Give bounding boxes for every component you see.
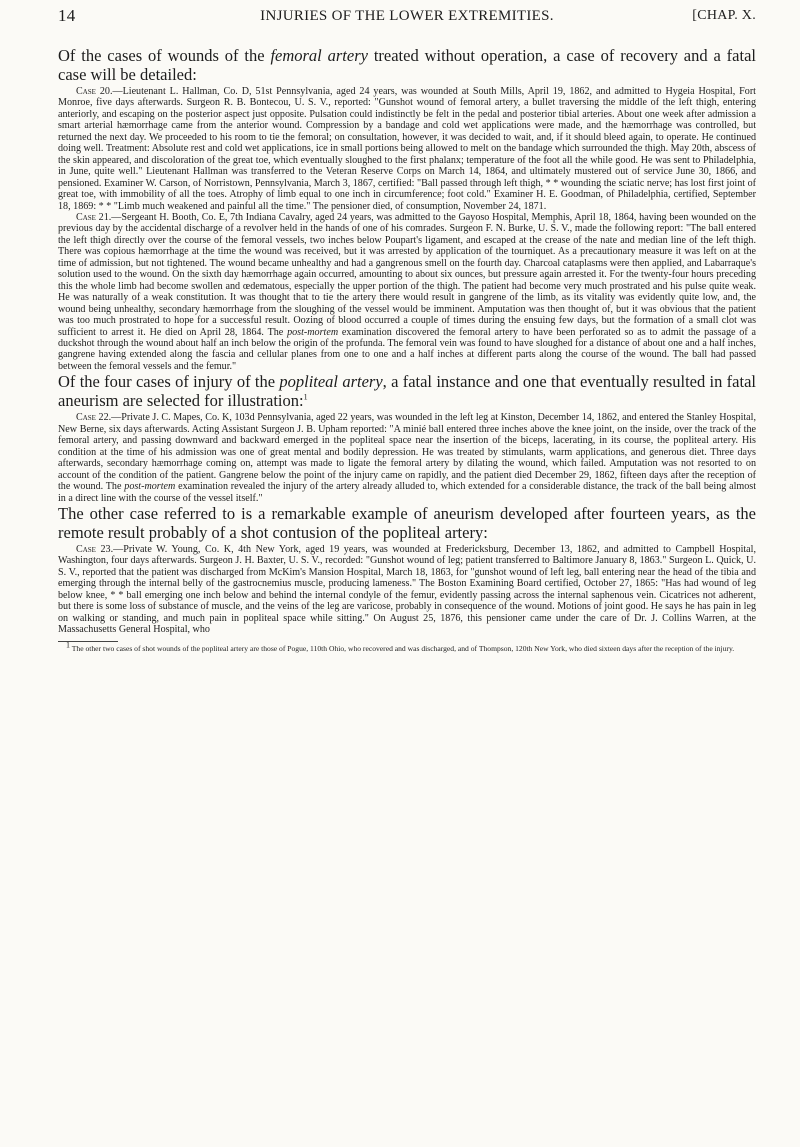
running-title: INJURIES OF THE LOWER EXTREMITIES. [260, 8, 554, 24]
case-label: Case 21. [76, 211, 112, 223]
intro-aneurism: The other case referred to is a remarkable example of aneurism developed after fourteen years, as the remote result probably of a shot contusion of the popliteal artery: [58, 503, 756, 542]
footnote-ref: 1 [303, 392, 308, 402]
case-22: Case 22.—Private J. C. Mapes, Co. K, 103d Pennsylvania, aged 22 years, was wounded in the left leg at Kinston, December 14, 1862, and entered the Stanley Hospital, New Berne, six days afterwards. Acting Assistant Surgeon J. B. Upham reported: "A minié ball entered three inches above the knee joint, on the inside, over the track of the femoral artery, and passing downward and backward emerged in the popliteal space near the insertion of the biceps, lacerating, in its course, the popliteal artery. His condition at the time of his admission was one of great mental and bodily depression. He was treated by stimulants, warm applications, and generous diet. Three days afterwards, secondary hæmorrhage coming on, attempt was made to ligate the femoral artery by dilating the wound, which failed. Amputation was not resorted to on account of the condition of the patient. Gangrene below the point of the injury came on rapidly, and the patient died December 29, 1862, fifteen days after the reception of the wound. The post-mortem examination revealed the injury of the artery already alluded to, which extended for a considerable distance, the track of the ball being almost in a direct line with the course of the vessel itself." [58, 412, 757, 504]
case-23: Case 23.—Private W. Young, Co. K, 4th New York, aged 19 years, was wounded at Fredericksburg, December 13, 1862, and admitted to Campbell Hospital, Washington, four days afterwards. Surgeon J. H. Baxter, U. S. V., recorded: "Gunshot wound of leg; patient transferred to Baltimore January 8, 1863." Surgeon L. Quick, U. S. V., reported that the patient was discharged from McKim's Mansion Hospital, March 18, 1863, for "gunshot wound of left leg, ball entering near the head of the tibia and emerging through the internal belly of the gastrocnemius muscle, producing lameness." The Boston Examining Board certified, October 27, 1865: "Has had wound of leg below knee, * * ball emerging one inch below and behind the internal condyle of the femur, evidently passing across the internal saphenous vein. Cicatrices not adherent, but there is some loss of substance of muscle, and the veins of the leg are varicose, probably in consequence of the wound. Motions of joint good. He says he has pain in leg on walking or standing, and much pain in popliteal space while sitting." On August 25, 1876, this pensioner came under the care of Dr. J. Collins Warren, at the Massachusetts General Hospital, who [58, 543, 756, 636]
intro-femoral-italic: femoral artery [270, 46, 368, 65]
footnote: $^1$ The other two cases of shot wounds of the popliteal artery are those of Pogue, 110th Ohio, who recovered and was discharged, and of Thompson, 120th New York, who died sixteen days after the reception of the injury. [66, 640, 735, 653]
case-label: Case 23. [76, 543, 114, 555]
footnote-mark: 1 [66, 640, 70, 650]
intro-popliteal-italic: popliteal artery [279, 372, 383, 392]
case-20: Case 20.—Lieutenant L. Hallman, Co. D, 51st Pennsylvania, aged 24 years, was wounded at South Mills, April 19, 1862, and admitted to Hygeia Hospital, Fort Monroe, five days afterwards. Surgeon R. B. Bontecou, U. S. V., reported: "Gunshot wound of femoral artery, a bullet traversing the middle of the left thigh, entering anteriorly, and escaping on the posterior aspect just opposite. Pulsation could indistinctly be felt in the pedal and posterior tibial arteries. About one week after admission a smart arterial hæmorrhage came from the anterior wound. Compression by a bandage and cold wet applications were made, and the hæmorrhage was controlled, but returned the next day. We proceeded to his room to tie the femoral; on consultation, however, it was decided to wait, and, if it should bleed again, to operate. He continued doing well. Treatment: Absolute rest and cold wet applications, ice in small portions being allowed to melt on the bandage which surrounded the thigh. May 20th, abscess of the skin appeared, and discoloration of the great toe, which eventually sloughed to the first phalanx; temperature of the foot all the while good. He was sent to Philadelphia, in June, quite well." Lieutenant Hallman was transferred to the Veteran Reserve Corps on March 14, 1864, and ultimately mustered out of service June 30, 1866, and pensioned. Examiner W. Carson, of Norristown, Pennsylvania, March 3, 1867, certified: "Ball passed through left thigh, * * wounding the sciatic nerve; has lost first joint of great toe, with immobility of all the toes. Atrophy of limb equal to one inch in circumference; foot cold." Examiner H. E. Goodman, of Philadelphia, certified, September 18, 1869: * * "Limb much weakened and painful all the time." The pensioner died, of consumption, November 24, 1871. [58, 86, 756, 212]
case-label: Case 22. [76, 412, 112, 424]
case-21: Case 21.—Sergeant H. Booth, Co. E, 7th Indiana Cavalry, aged 24 years, was admitted to the Gayoso Hospital, Memphis, April 18, 1864, having been wounded on the previous day by the accidental discharge of a revolver held in the hands of one of his comrades. Surgeon F. N. Burke, U. S. V., made the following report: "The ball entered the left thigh directly over the course of the femoral vessels, two inches below Poupart's ligament, and escaped at the crease of the nate and median line of the left thigh. There was copious hæmorrhage at the time the wound was received, but it was arrested by application of the tourniquet. As a precautionary measure it was left on at the time of admission, but not tightened. The wound became unhealthy and had a gangrenous smell on the fourth day. Charcoal cataplasms were then applied, and Labarraque's solution used to the wound. On the sixth day hæmorrhage again occurred, amounting to about six ounces, but pressure again arrested it. For the twenty-four hours preceding this the whole limb had become swollen and œdematous, especially the upper portion of the thigh. The patient had become very much prostrated and his pulse quite weak. He was naturally of a weak constitution. It was thought that to tie the artery there would result in gangrene of the limb, as its vitality was evidently quite low, and, the wound being unhealthy, secondary hæmorrhage from the sloughing of the vessel would be imminent. Amputation was then thought of, but it was obvious that the patient was too much prostrated to hope for a successful result. Oozing of blood occurred a couple of times during the ensuing few days, but the formation of a small clot was sufficient to arrest it. He died on April 28, 1864. The post-mortem examination discovered the femoral artery to have been perforated so as to admit the passage of a duckshot through the wound about half an inch below the origin of the profunda. The femoral vein was found to have sloughed for a distance of about one and a half inches, gangrene having extended along the fascia and cellular planes from one to one and a half inches at different parts along the course of the wound. The ball had passed between the femoral vessels and the femur." [58, 211, 756, 372]
page-body [58, 46, 756, 653]
chapter-label: [CHAP. X. [692, 8, 756, 23]
case-label: Case 20. [76, 86, 113, 97]
running-header [58, 6, 756, 26]
intro-femoral: Of the cases of wounds of the femoral artery treated without operation, a case of recovery and a fatal case will be detailed: [58, 46, 756, 84]
page-number: 14 [58, 6, 76, 25]
intro-popliteal: Of the four cases of injury of the popliteal artery, a fatal instance and one that eventually resulted in fatal aneurism are selected for illustration:$^1$ [58, 372, 756, 411]
